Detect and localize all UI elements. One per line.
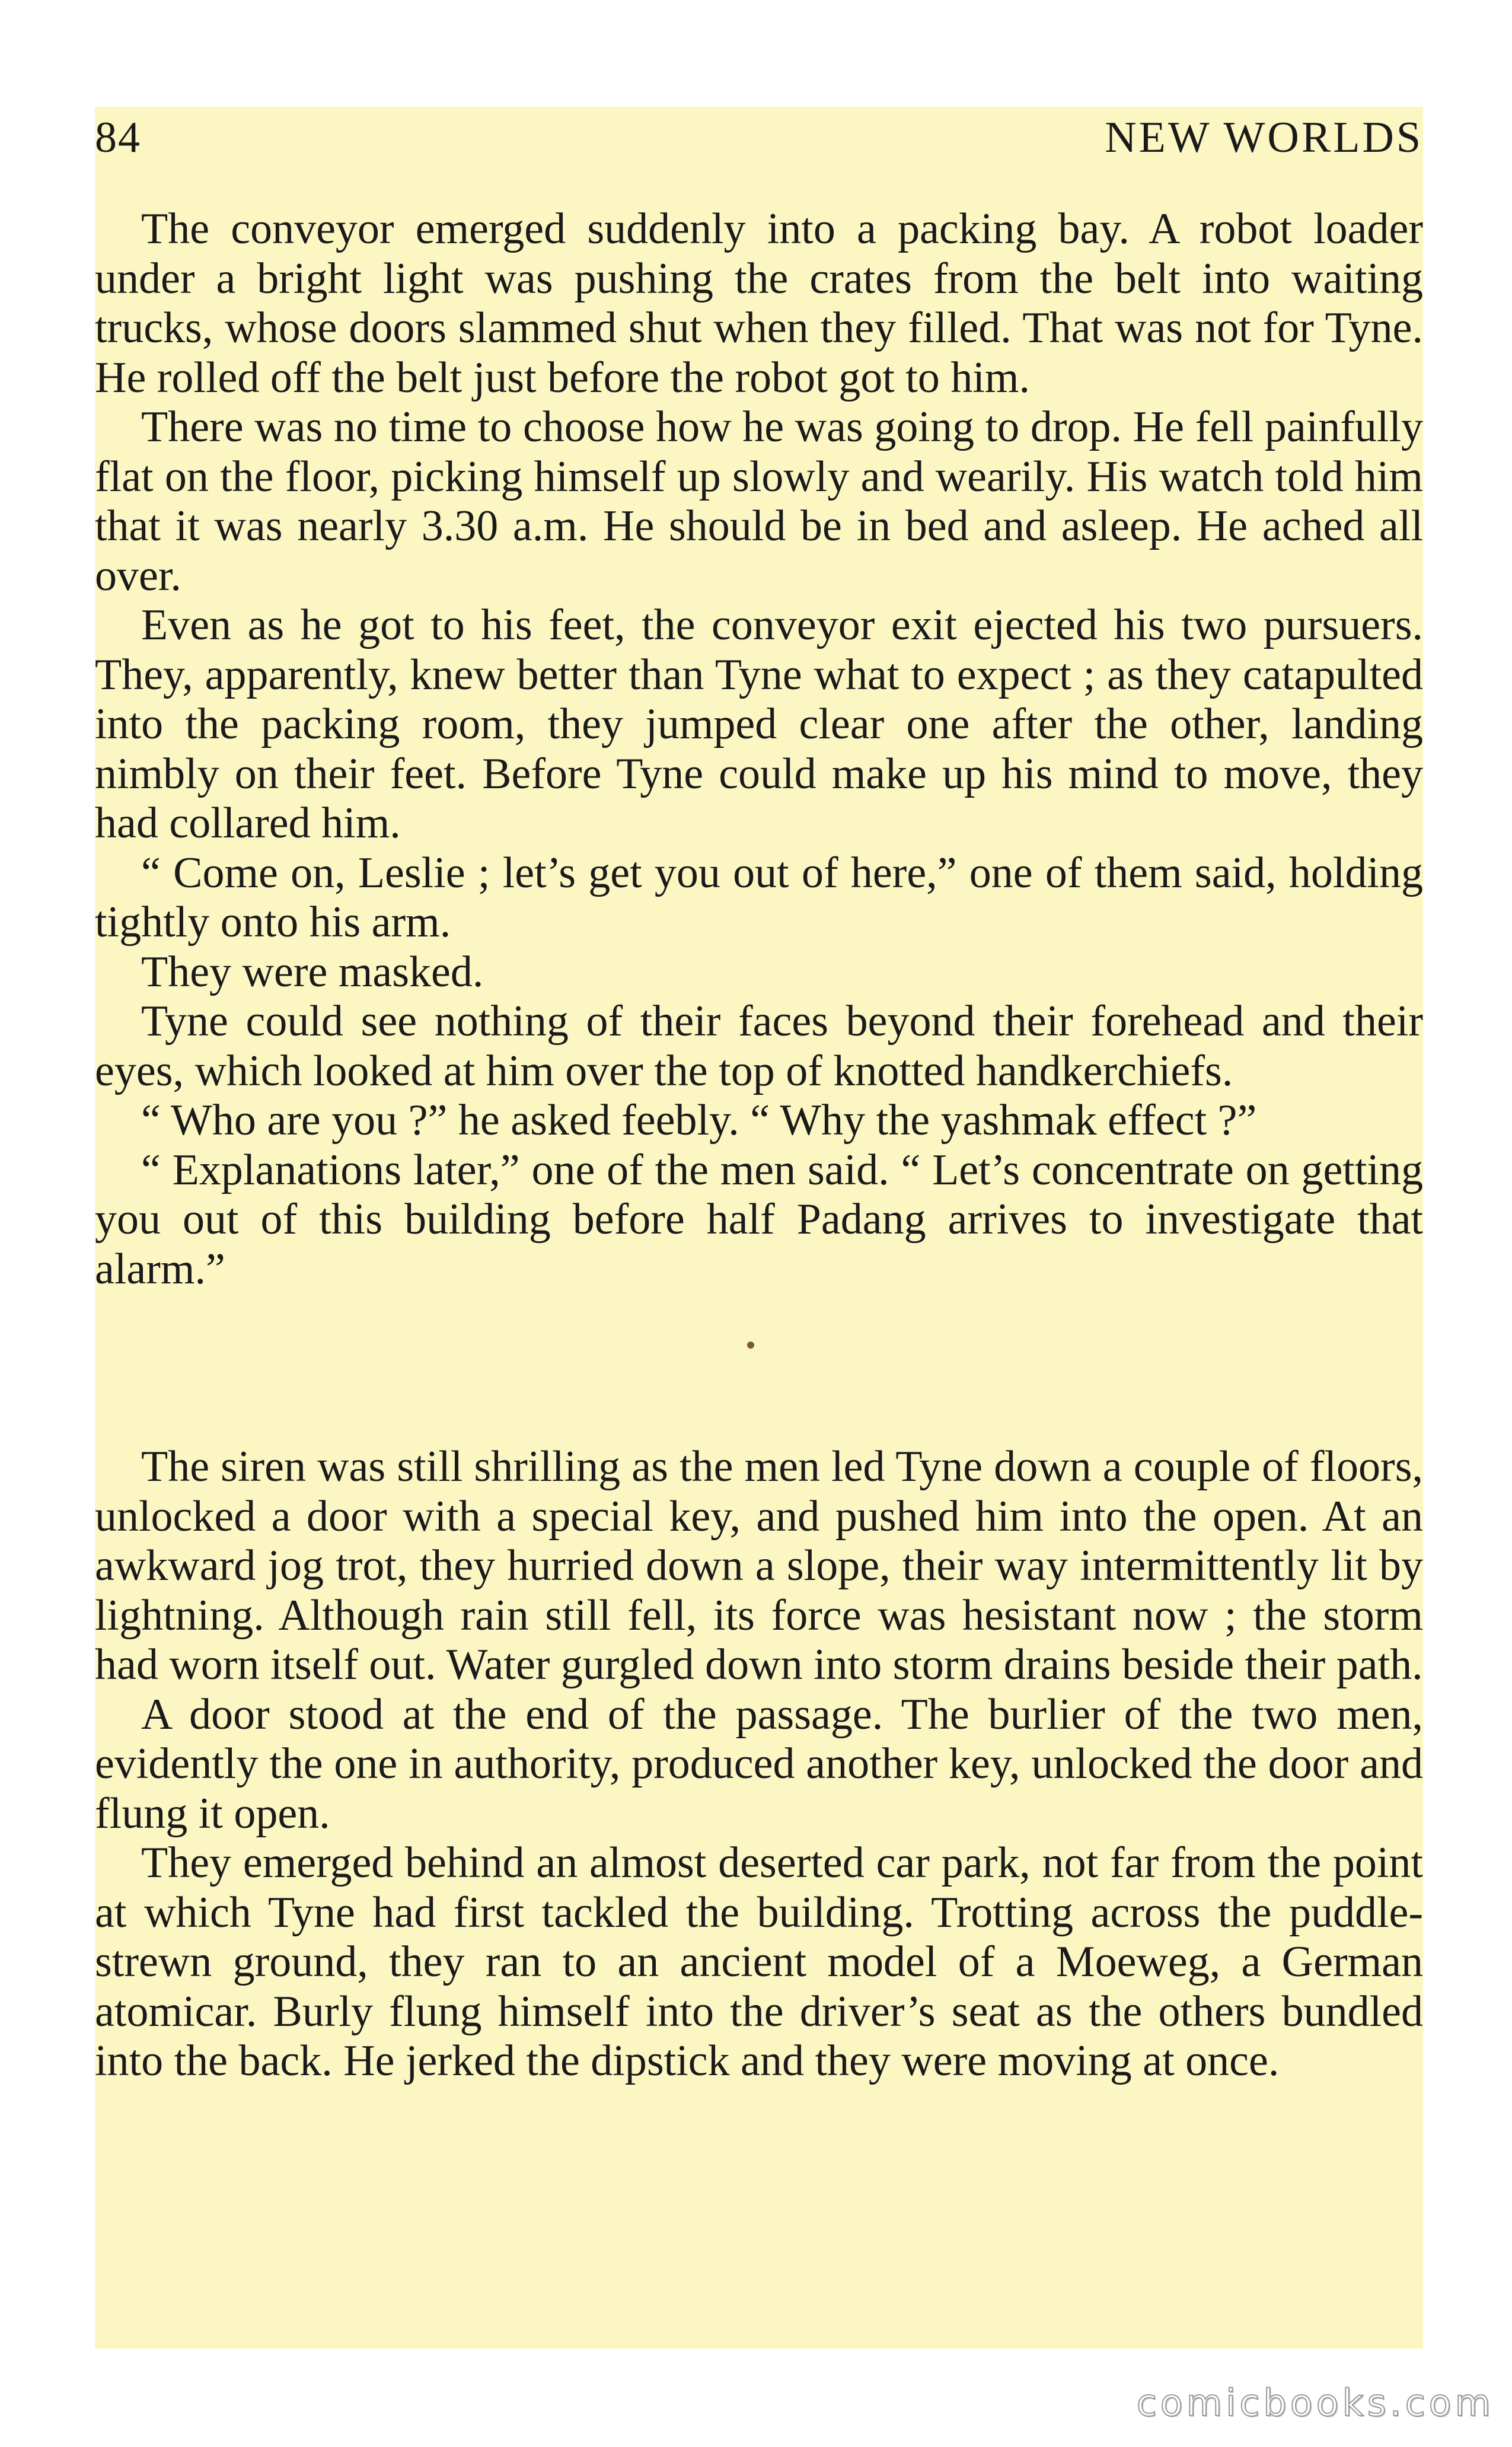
paragraph: “ Explanations later,” one of the men said. “ Let’s concentrate on getting you out of this building before half Padang arrives to investigate that alarm.”	[95, 1145, 1423, 1293]
paragraph: They were masked.	[141, 947, 484, 996]
section-break	[95, 1294, 1423, 1442]
section-break-dot	[747, 1342, 754, 1349]
paragraph: There was no time to choose how he was going to drop. He fell painfully flat on the floor, picking himself up slowly and wearily. His watch told him that it was nearly 3.30 a.m. He should be in bed and asleep. He ached all over.	[95, 403, 1423, 600]
book-page	[95, 107, 1423, 2349]
paragraph: Even as he got to his feet, the conveyor exit ejected his two pursuers. They, apparently, knew better than Tyne what to expect ; as they catapulted into the packing room, they jumped clear one after the other, landing nimbly on their feet. Before Tyne could make up his mind to move, they had collared him.	[95, 601, 1423, 847]
paragraph: “ Come on, Leslie ; let’s get you out of here,” one of them said, holding tightly onto his arm.	[95, 848, 1423, 947]
paragraph: “ Who are you ?” he asked feebly. “ Why the yashmak effect ?”	[141, 1096, 1257, 1145]
body-text	[95, 205, 1423, 2086]
paragraph: A door stood at the end of the passage. The burlier of the two men, evidently the one in authority, produced another key, unlocked the door and flung it open.	[95, 1690, 1423, 1838]
paragraph: The conveyor emerged suddenly into a packing bay. A robot loader under a bright light was pushing the crates from the belt into waiting trucks, whose doors slammed shut when they filled. That was not for Tyne. He rolled off the belt just before the robot got to him.	[95, 205, 1423, 402]
paragraph: Tyne could see nothing of their faces beyond their forehead and their eyes, which looked at him over the top of knotted handkerchiefs.	[95, 997, 1423, 1095]
page-header	[95, 113, 1423, 178]
paragraph: The siren was still shrilling as the men led Tyne down a couple of floors, unlocked a door with a special key, and pushed him into the open. At an awkward jog trot, they hurried down a slope, their way intermittently lit by lightning. Although rain still fell, its force was hesistant now ; the storm had worn itself out. Water gurgled down into storm drains beside their path.	[95, 1442, 1423, 1689]
watermark: comicbooks.com	[1136, 2381, 1494, 2424]
page-number: 84	[95, 113, 141, 162]
running-head: NEW WORLDS	[1105, 113, 1423, 162]
paragraph: They emerged behind an almost deserted car park, not far from the point at which Tyne had first tackled the building. Trotting across the puddle-strewn ground, they ran to an ancient model of a Moeweg, a German atomicar. Burly flung himself into the driver’s seat as the others bundled into the back. He jerked the dipstick and they were moving at once.	[95, 1839, 1423, 2085]
